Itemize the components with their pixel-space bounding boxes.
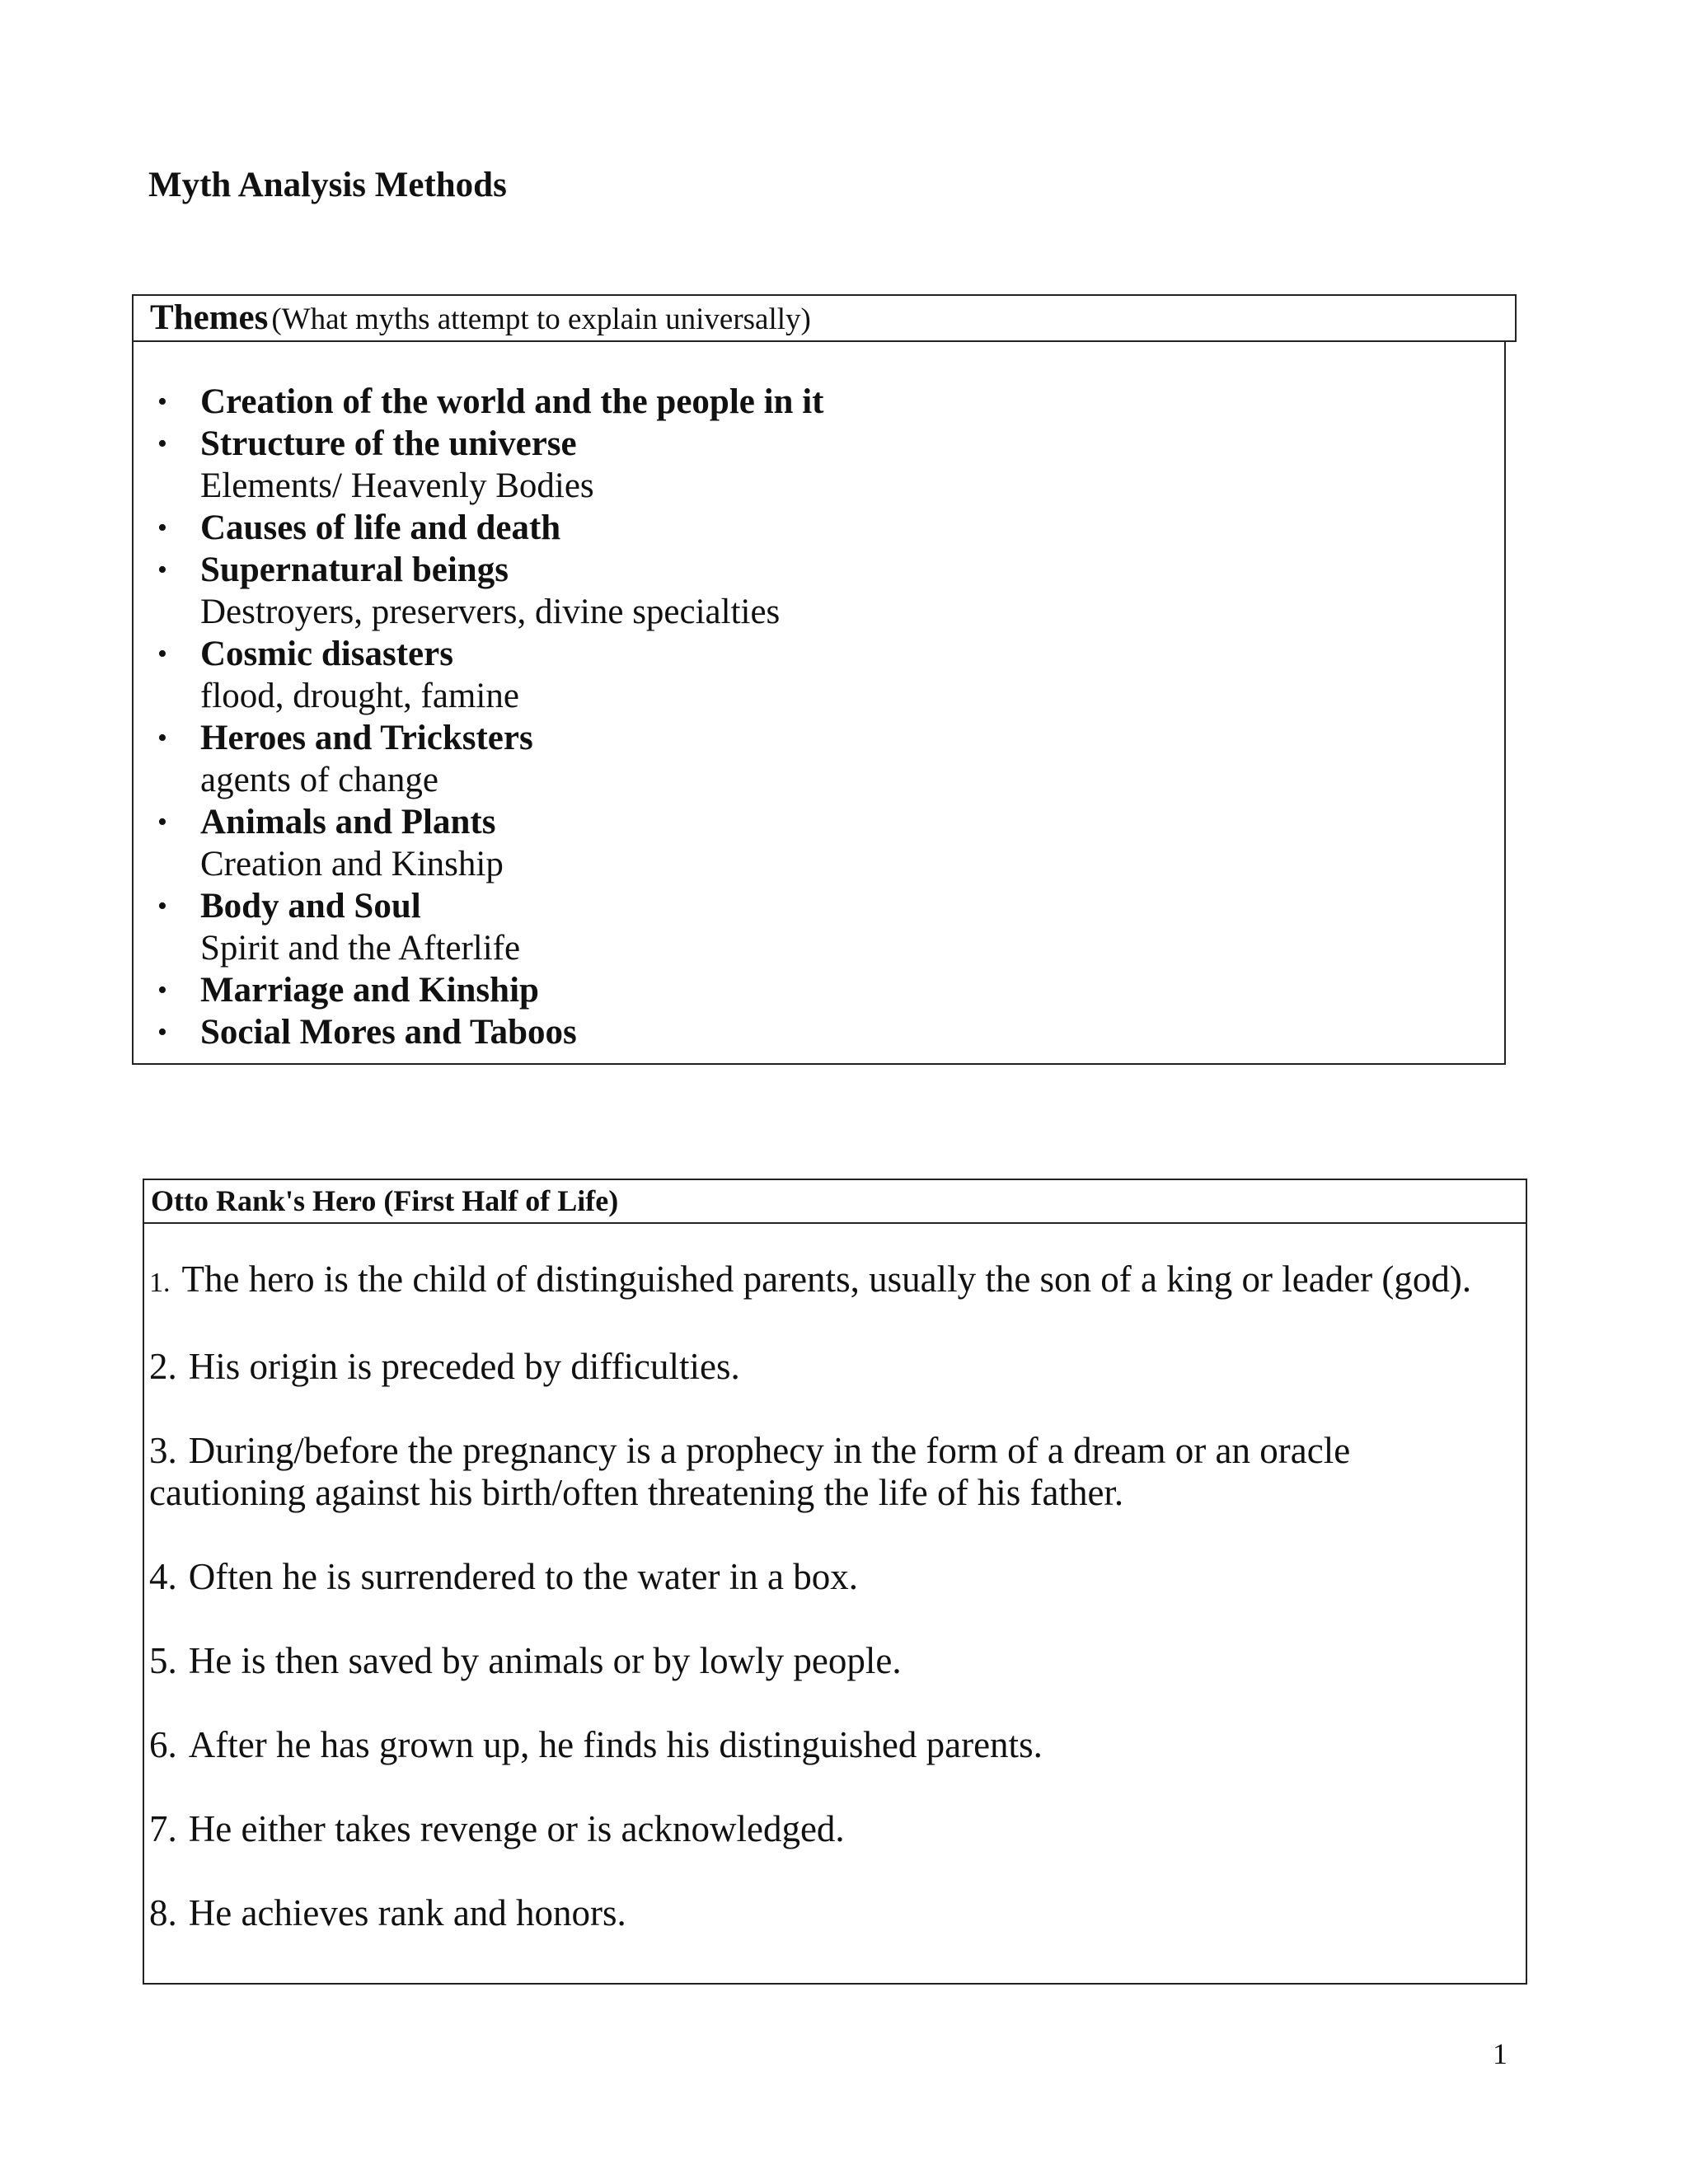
step-text: He either takes revenge or is acknowledged. (188, 1808, 845, 1849)
hero-step (149, 1640, 1509, 1682)
theme-detail: Destroyers, preservers, divine specialties (200, 593, 781, 631)
bullet-icon: • (157, 975, 167, 1005)
theme-label: Marriage and Kinship (200, 971, 539, 1010)
theme-detail: Creation and Kinship (200, 845, 504, 883)
themes-subheading: (What myths attempt to explain universally) (271, 302, 811, 336)
step-number: 4. (149, 1556, 177, 1597)
theme-detail: agents of change (200, 761, 438, 799)
theme-detail: flood, drought, famine (200, 677, 519, 715)
hero-step (149, 1258, 1509, 1304)
otto-rank-box (143, 1224, 1527, 1985)
hero-step (149, 1724, 1509, 1766)
bullet-icon: • (157, 555, 167, 585)
themes-box (132, 342, 1506, 1065)
theme-item (134, 885, 1504, 969)
theme-label: Cosmic disasters (200, 635, 453, 673)
theme-label: Social Mores and Taboos (200, 1013, 577, 1052)
page-number: 1 (1493, 2037, 1507, 2070)
bullet-icon: • (157, 1017, 167, 1047)
step-number: 6. (149, 1724, 177, 1765)
theme-item (134, 507, 1504, 549)
theme-detail: Spirit and the Afterlife (200, 929, 521, 968)
theme-item (134, 801, 1504, 885)
theme-item (134, 633, 1504, 717)
step-text: After he has grown up, he finds his distinguished parents. (188, 1724, 1043, 1765)
bullet-icon: • (157, 387, 167, 417)
hero-step (149, 1556, 1509, 1598)
theme-label: Body and Soul (200, 887, 421, 926)
step-text: He is then saved by animals or by lowly people. (188, 1640, 902, 1681)
step-text: The hero is the child of distinguished parents, usually the son of a king or leader (god). (181, 1258, 1472, 1300)
bullet-icon: • (157, 891, 167, 921)
theme-detail: Elements/ Heavenly Bodies (200, 466, 594, 505)
step-number: 2. (149, 1346, 177, 1387)
theme-item (134, 1011, 1504, 1053)
theme-item (134, 549, 1504, 633)
theme-item (134, 969, 1504, 1011)
step-text: Often he is surrendered to the water in a box. (188, 1556, 858, 1597)
step-number: 1. (149, 1268, 171, 1298)
bullet-icon: • (157, 807, 167, 837)
hero-step (149, 1346, 1509, 1388)
theme-label: Creation of the world and the people in it (200, 382, 824, 421)
step-number: 3. (149, 1430, 177, 1471)
step-number: 5. (149, 1640, 177, 1681)
hero-step (149, 1430, 1509, 1514)
hero-step (149, 1892, 1509, 1934)
step-number: 8. (149, 1892, 177, 1933)
themes-header (132, 294, 1517, 342)
bullet-icon: • (157, 639, 167, 669)
theme-label: Structure of the universe (200, 424, 577, 463)
step-number: 7. (149, 1808, 177, 1849)
theme-label: Supernatural beings (200, 551, 509, 589)
theme-label: Animals and Plants (200, 803, 496, 841)
theme-item (134, 423, 1504, 507)
theme-item (134, 717, 1504, 801)
bullet-icon: • (157, 429, 167, 459)
theme-item (134, 381, 1504, 423)
theme-label: Heroes and Tricksters (200, 719, 533, 757)
otto-rank-heading: Otto Rank's Hero (First Half of Life) (143, 1179, 1527, 1224)
step-text: His origin is preceded by difficulties. (188, 1346, 740, 1387)
step-text: He achieves rank and honors. (188, 1892, 626, 1933)
page-title: Myth Analysis Methods (148, 166, 507, 204)
bullet-icon: • (157, 513, 167, 543)
bullet-icon: • (157, 723, 167, 753)
hero-step (149, 1808, 1509, 1850)
themes-list (134, 381, 1504, 1053)
step-text: During/before the pregnancy is a prophecy in the form of a dream or an oracle cautioning against his birth/often threatening the life of his father. (149, 1430, 1351, 1513)
themes-heading: Themes (150, 298, 269, 337)
theme-label: Causes of life and death (200, 509, 561, 547)
